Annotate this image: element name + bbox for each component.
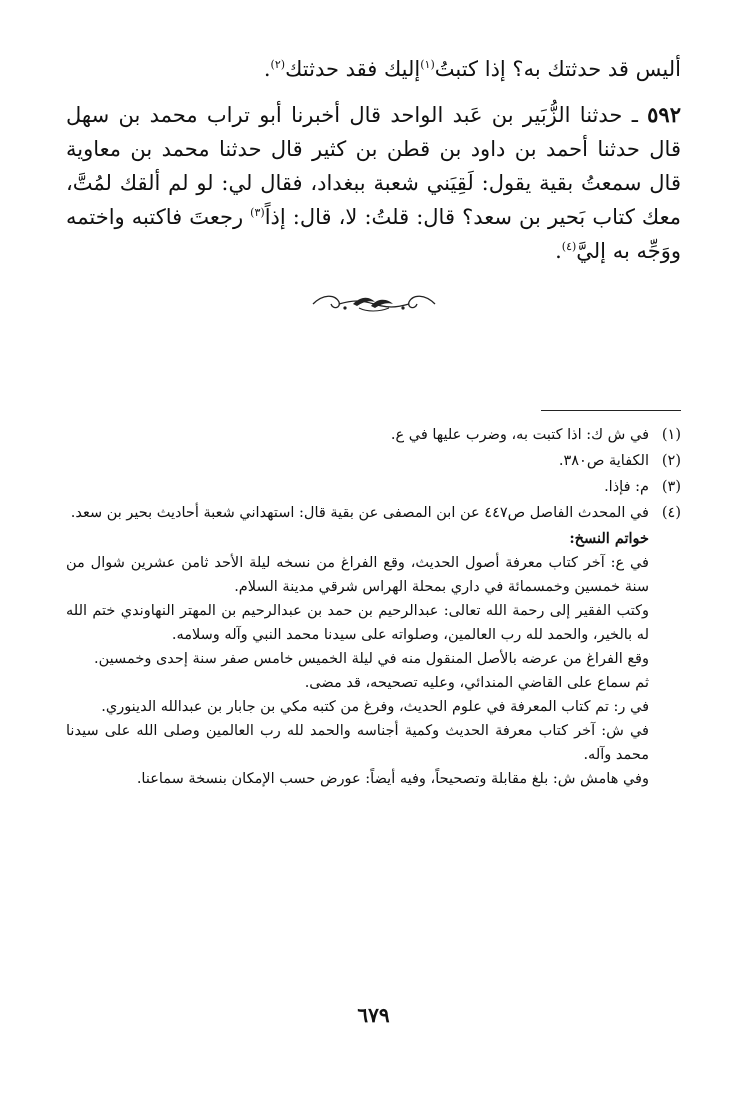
colophon-paragraph: وكتب الفقير إلى رحمة الله تعالى: عبدالرحيم بن حمد بن عبدالرحيم بن المهتر النهاوندي ختم الله له بالخير، والحمد لله رب العالمين، وصلواته على سيدنا محمد النبي وآله وسلامه. [66, 603, 649, 643]
main-text [66, 52, 681, 268]
text-span: . [555, 239, 562, 263]
text-span: أليس قد حدثتك به؟ إذا كتبتُ [434, 57, 681, 81]
footnote-text: في المحدث الفاصل ص٤٤٧ عن ابن المصفى عن بقية قال: استهداني شعبة أحاديث بحير بن سعد. [70, 505, 649, 521]
footnote-separator [541, 410, 681, 411]
continuation-line [66, 52, 681, 86]
footnote-ref: (١) [420, 58, 435, 71]
footnote-number: (٢) [661, 453, 681, 469]
colophon [66, 527, 649, 791]
footnote [66, 475, 681, 499]
colophon-paragraph: في ع: آخر كتاب معرفة أصول الحديث، وقع الفراغ من نسخه ليلة الأحد ثامن عشرين شوال من سنة خمسين وخمسمائة في داري بمحلة الهراس شرقي مدينة السلام. [66, 555, 649, 595]
footnote-body [66, 501, 649, 791]
footnote-ref: (٢) [270, 58, 286, 71]
footnote-ref: (٤) [561, 240, 577, 253]
colophon-paragraph: وقع الفراغ من عرضه بالأصل المنقول منه في ليلة الخميس خامس صفر سنة إحدى وخمسين. [94, 651, 649, 667]
footnote-number: (٣) [661, 479, 681, 495]
colophon-paragraph: ثم سماع على القاضي المندائي، وعليه تصحيحه، قد مضى. [304, 675, 649, 691]
page-number: ٦٧٩ [357, 1003, 390, 1027]
footnote-number: (١) [661, 427, 681, 443]
footnote [66, 501, 681, 791]
footnote-text: م: فإذا. [604, 479, 649, 495]
footnote [66, 423, 681, 447]
text-span: ـ حدثنا الزُّبَير بن عَبد الواحد قال أخبرنا أبو تراب محمد بن سهل قال حدثنا أحمد بن داود بن قطن بن كثير قال حدثنا محمد بن معاوية قال سمعتُ بقية يقول: لَقِيَني شعبة ببغداد، فقال لي: لو لم ألقك لمُتَّ، معك كتاب بَحير بن سعد؟ قال: قلتُ: لا، قال: إذاً [66, 103, 681, 229]
footnote-number: (٤) [661, 505, 681, 521]
colophon-paragraph: في ش: آخر كتاب معرفة الحديث وكمية أجناسه والحمد لله رب العالمين وصلى الله على سيدنا محمد وآله. [66, 723, 649, 763]
footnote-text: في ش ك: اذا كتبت به، وضرب عليها في ع. [390, 427, 649, 443]
hadith-paragraph [66, 98, 681, 268]
text-span: إليك فقد حدثتك [285, 57, 421, 81]
footnotes-section [66, 423, 681, 793]
hadith-number: ٥٩٢ [647, 102, 681, 127]
flourish-ornament-icon [0, 290, 747, 318]
footnote-ref: (٣) [250, 206, 265, 219]
text-span: . [263, 57, 271, 81]
footnote-text: الكفاية ص٣٨٠. [558, 453, 649, 469]
footnote [66, 449, 681, 473]
colophon-heading: خواتم النسخ: [569, 530, 649, 547]
colophon-paragraph: في ر: تم كتاب المعرفة في علوم الحديث، وفرغ من كتبه مكي بن جابار بن عبدالله الدينوري. [101, 699, 649, 715]
text-span: رجعتَ فاكتبه واختمه ووَجِّه به إليَّ [66, 205, 681, 263]
colophon-paragraph: وفي هامش ش: بلغ مقابلة وتصحيحاً، وفيه أيضاً: عورض حسب الإمكان بنسخة سماعنا. [136, 771, 649, 787]
